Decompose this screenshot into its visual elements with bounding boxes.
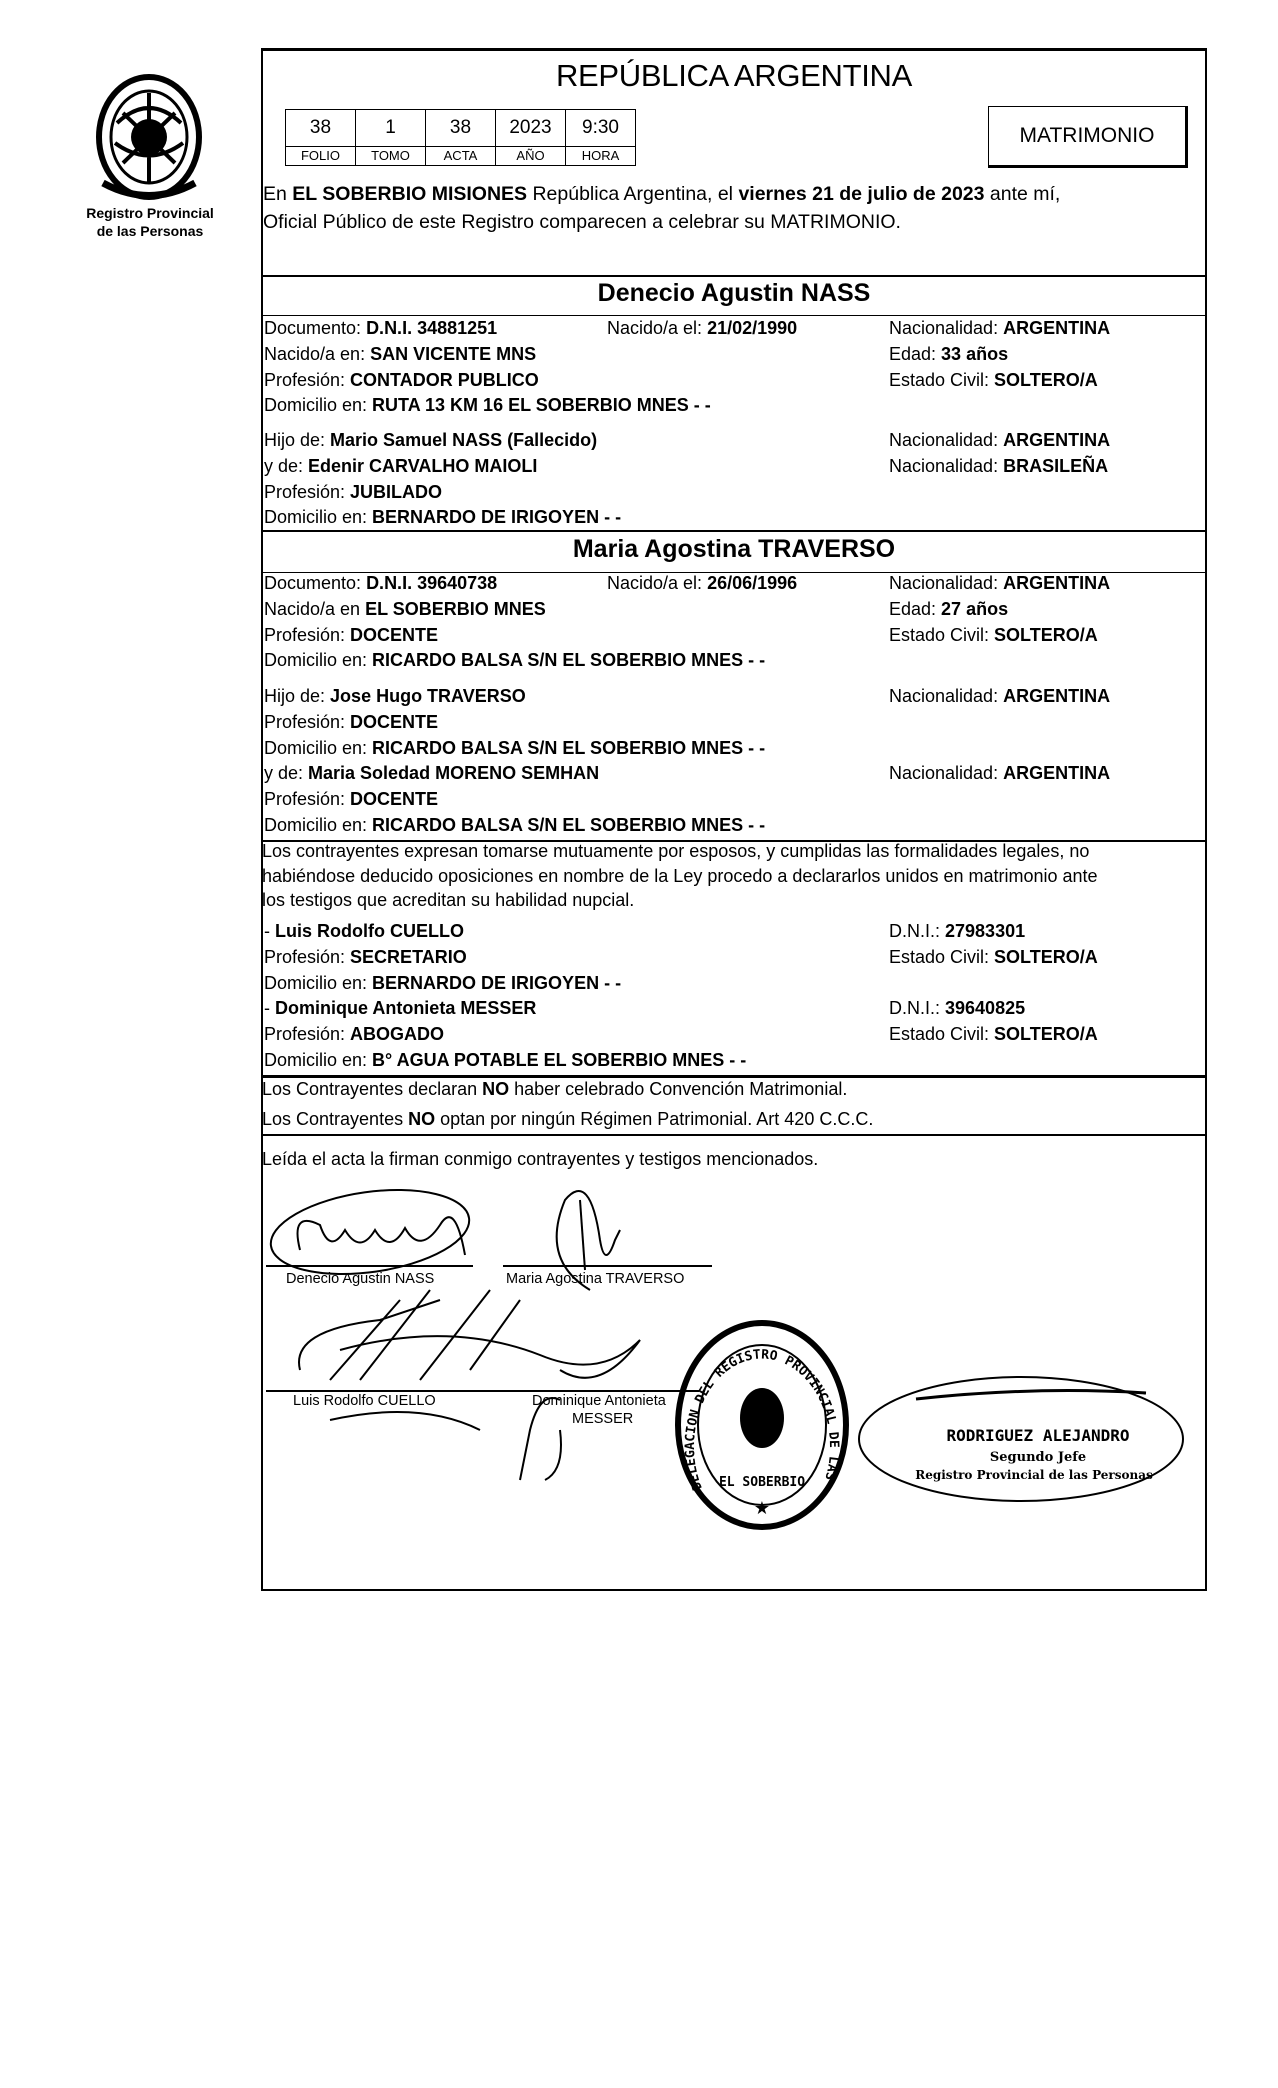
field-label: Nacionalidad: [889,455,1004,476]
field-label: Profesión: [264,711,351,732]
stamp-role: Segundo Jefe [989,1450,1087,1465]
field-value: Jose Hugo TRAVERSO [330,686,526,706]
field-value: 26/06/1996 [707,573,798,593]
hora-label: HORA [566,147,636,166]
field-label: Edad: [889,598,942,619]
officer-stamp [856,1371,1191,1513]
field-value: ARGENTINA [1003,686,1111,706]
field-label: Estado Civil: [889,1024,995,1045]
field-value: 33 años [941,343,1009,364]
declaration-line: habiéndose deducido oposiciones en nombre de la Ley procedo a declararlos unidos en matrimonio ante [262,865,1098,886]
tomo-value: 1 [356,110,426,147]
regime-text: optan por ningún Régimen Patrimonial. Art 420 C.C.C. [435,1109,874,1129]
field-value: ARGENTINA [1003,763,1111,784]
field-label: Domicilio en: [264,1049,373,1070]
field-label: Edad: [889,343,942,364]
field-value: CONTADOR PUBLICO [350,369,539,390]
field-label: Nacido/a en: [264,343,371,364]
field-label: - [264,998,275,1019]
field-value: 27 años [941,598,1009,619]
document-title: REPÚBLICA ARGENTINA [555,58,913,93]
field-label: Profesión: [264,369,351,390]
field-value: 39640825 [945,998,1026,1019]
field-label: Hijo de: [264,686,331,706]
field-value: 27983301 [945,921,1026,941]
anio-label: AÑO [496,147,566,166]
intro-text: En [263,183,293,205]
acta-value: 38 [426,110,496,147]
field-value: EL SOBERBIO MNES [365,598,546,619]
folio-label: FOLIO [286,147,356,166]
field-label: Nacionalidad: [889,686,1004,706]
field-value: SOLTERO/A [994,624,1098,645]
signature-label-witness1: Luis Rodolfo CUELLO [293,1393,436,1409]
field-label: Domicilio en: [264,972,373,993]
field-label: Documento: [264,573,367,593]
field-label: y de: [264,763,309,784]
declaration-line: Los contrayentes expresan tomarse mutuamente por esposos, y cumplidas las formalidades legales, no [262,841,1090,861]
field-label: Profesión: [264,624,351,645]
field-value: DOCENTE [350,624,439,645]
field-value: ARGENTINA [1003,573,1111,593]
intro-text: República Argentina, el [527,183,739,205]
regime-text: Los Contrayentes declaran [262,1079,483,1099]
declaration-line: los testigos que acreditan su habilidad nupcial. [262,890,635,911]
field-value: BERNARDO DE IRIGOYEN - - [372,507,622,528]
regime-no: NO [482,1079,510,1099]
field-label: D.N.I.: [889,998,946,1019]
field-value: DOCENTE [350,711,439,732]
field-label: Domicilio en: [264,507,373,528]
signature-label-witness2: Dominique Antonieta [532,1393,666,1409]
field-value: B° AGUA POTABLE EL SOBERBIO MNES - - [372,1049,747,1070]
field-value: DOCENTE [350,789,439,810]
field-value: Mario Samuel NASS (Fallecido) [330,430,598,450]
field-value: ABOGADO [350,1024,445,1045]
field-value: 21/02/1990 [707,318,798,338]
field-value: Maria Soledad MORENO SEMHAN [308,763,600,784]
signature-line [503,1265,712,1267]
field-value: D.N.I. 34881251 [366,318,498,338]
field-value: SOLTERO/A [994,946,1098,967]
field-label: D.N.I.: [889,921,946,941]
field-label: Hijo de: [264,430,331,450]
field-label: Nacionalidad: [889,763,1004,784]
regime-no: NO [408,1109,436,1129]
delegation-seal-icon [668,1307,852,1532]
field-label: Nacionalidad: [889,573,1004,593]
field-value: Luis Rodolfo CUELLO [275,921,464,941]
seal-ring-text: DELEGACION DEL REGISTRO PROVINCIAL DE LAS PERSONAS [668,1307,842,1493]
field-label: Domicilio en: [264,650,373,671]
field-value: ARGENTINA [1003,318,1111,338]
tomo-label: TOMO [356,147,426,166]
anio-value: 2023 [496,110,566,147]
field-label: Documento: [264,318,367,338]
signature-line [266,1390,699,1392]
logo-caption-line1: Registro Provincial [86,205,214,221]
hora-value: 9:30 [566,110,636,147]
field-value: RUTA 13 KM 16 EL SOBERBIO MNES - - [372,395,711,416]
field-value: Edenir CARVALHO MAIOLI [308,455,538,476]
field-value: JUBILADO [350,481,443,502]
field-value: ARGENTINA [1003,430,1111,450]
field-label: Profesión: [264,1024,351,1045]
spouse1-name: Denecio Agustin NASS [597,279,871,307]
field-value: SOLTERO/A [994,1024,1098,1045]
field-label: Nacido/a el: [607,318,708,338]
signature-label-spouse2: Maria Agostina TRAVERSO [506,1271,685,1287]
regime-text: Los Contrayentes [262,1109,409,1129]
field-value: SAN VICENTE MNS [370,343,537,364]
field-label: Estado Civil: [889,946,995,967]
field-label: Estado Civil: [889,624,995,645]
field-label: Profesión: [264,789,351,810]
intro-text: ante mí, [984,183,1061,205]
field-label: Profesión: [264,946,351,967]
stamp-officer-name: RODRIGUEZ ALEJANDRO [946,1426,1130,1445]
field-label: Nacionalidad: [889,318,1004,338]
field-label: Domicilio en: [264,814,373,835]
field-label: Estado Civil: [889,369,995,390]
field-value: RICARDO BALSA S/N EL SOBERBIO MNES - - [372,737,766,758]
field-label: - [264,921,275,941]
signature-label-spouse1: Denecio Agustin NASS [286,1271,435,1287]
field-label: Domicilio en: [264,395,373,416]
signature-line [266,1265,473,1267]
regime-text: haber celebrado Convención Matrimonial. [509,1079,848,1099]
field-label: y de: [264,455,309,476]
spouse2-name: Maria Agostina TRAVERSO [572,535,896,563]
field-label: Nacido/a el: [607,573,708,593]
intro-place: EL SOBERBIO MISIONES [292,183,528,205]
field-value: SOLTERO/A [994,369,1098,390]
field-label: Domicilio en: [264,737,373,758]
closing-text: Leída el acta la firman conmigo contrayentes y testigos mencionados. [262,1149,819,1169]
field-value: BERNARDO DE IRIGOYEN - - [372,972,622,993]
logo-caption-line2: de las Personas [96,223,204,239]
field-value: SECRETARIO [350,946,467,967]
field-label: Nacionalidad: [889,430,1004,450]
folio-value: 38 [286,110,356,147]
signature-label-witness2-surname: MESSER [572,1411,634,1427]
field-label: Nacido/a en [264,598,366,619]
acta-label: ACTA [426,147,496,166]
field-value: BRASILEÑA [1003,455,1109,476]
act-type-box: MATRIMONIO [988,106,1188,168]
star-icon: ★ [753,1498,771,1518]
intro-line2: Oficial Público de este Registro comparecen a celebrar su MATRIMONIO. [263,211,901,233]
field-value: RICARDO BALSA S/N EL SOBERBIO MNES - - [372,650,766,671]
field-value: RICARDO BALSA S/N EL SOBERBIO MNES - - [372,814,766,835]
stamp-office: Registro Provincial de las Personas [915,1468,1153,1482]
intro-date: viernes 21 de julio de 2023 [738,183,985,205]
field-value: Dominique Antonieta MESSER [275,998,537,1019]
seal-center-text: EL SOBERBIO [718,1475,806,1490]
field-value: D.N.I. 39640738 [366,573,498,593]
field-label: Profesión: [264,481,351,502]
